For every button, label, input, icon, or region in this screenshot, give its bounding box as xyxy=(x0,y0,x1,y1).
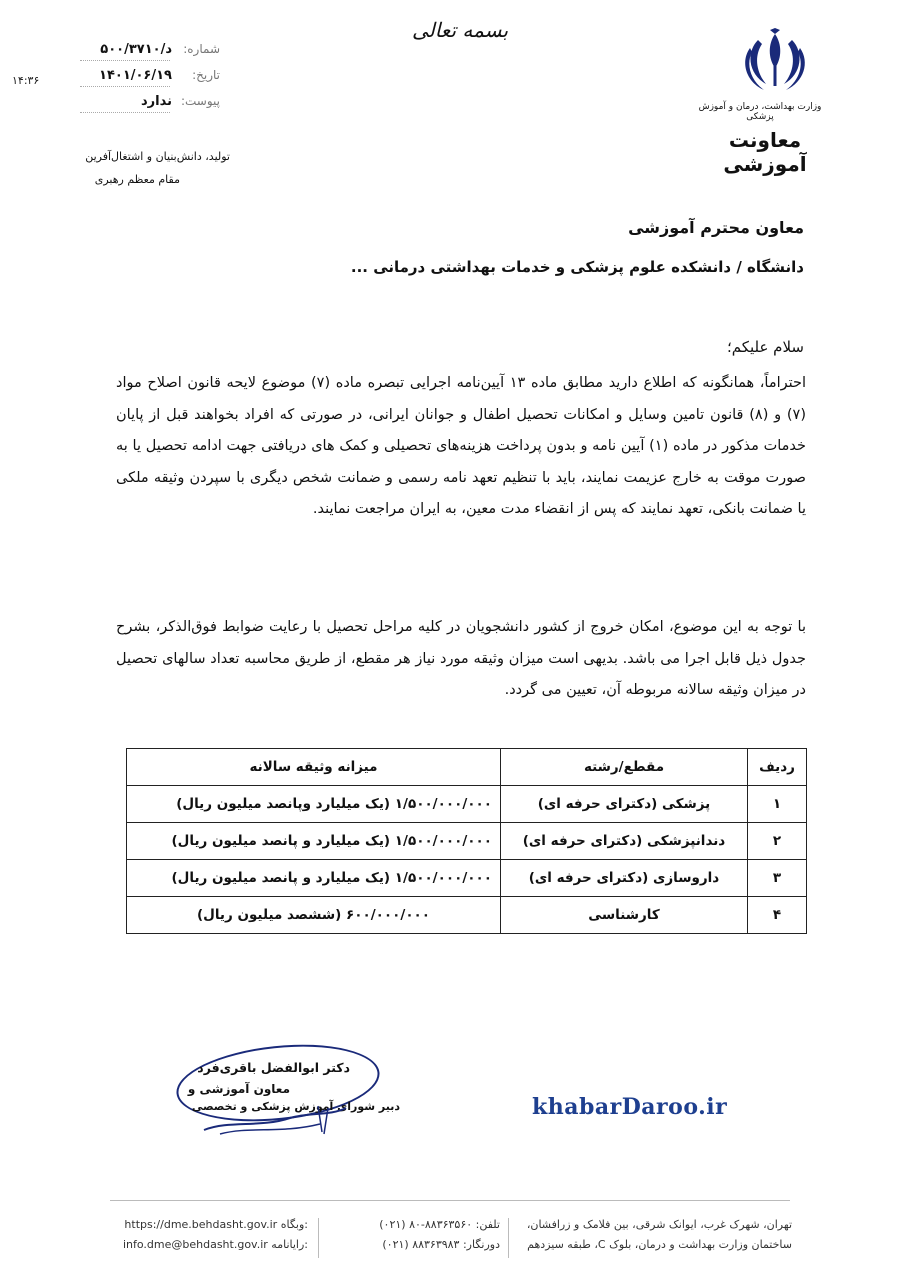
degree-field: دندانپزشکی (دکترای حرفه ای) xyxy=(501,823,748,860)
degree-field: کارشناسی xyxy=(501,897,748,934)
footer-address-1: تهران، شهرک غرب، ایوانک شرقی، بین فلامک و زرافشان، xyxy=(526,1218,792,1231)
table-header-row xyxy=(127,749,807,786)
row-number: ۳ xyxy=(748,860,807,897)
table-row xyxy=(127,786,807,823)
footer-column-divider xyxy=(318,1218,319,1258)
attachment-value: ندارد xyxy=(140,94,172,109)
signatory-title-1: معاون آموزشی و xyxy=(187,1082,290,1096)
date-dotted-line xyxy=(80,86,170,87)
iran-emblem-icon xyxy=(730,28,820,98)
bail-amount: ۱/۵۰۰/۰۰۰/۰۰۰ (یک میلیارد و پانصد میلیون ریال) xyxy=(127,823,501,860)
letter-number-label: شماره: xyxy=(183,42,220,56)
addressee-institution: دانشگاه / دانشکده علوم پزشکی و خدمات بهداشتی درمانی ... xyxy=(350,258,804,276)
signatory-title-2: دبیر شورای آموزش پزشکی و تخصصی xyxy=(191,1100,400,1113)
email-label: رایانامه: xyxy=(271,1238,308,1251)
table-row xyxy=(127,860,807,897)
footer-phone xyxy=(340,1218,500,1231)
footer-website xyxy=(108,1218,308,1231)
greeting: سلام علیکم؛ xyxy=(726,338,804,356)
row-number: ۴ xyxy=(748,897,807,934)
table-row xyxy=(127,823,807,860)
letter-number-value: د/۵۰۰/۳۷۱۰ xyxy=(100,42,172,57)
ministry-name: وزارت بهداشت، درمان و آموزش پزشکی xyxy=(698,102,822,122)
footer-divider xyxy=(110,1200,790,1201)
header-row-number: ردیف xyxy=(748,749,807,786)
phone-label: تلفن: xyxy=(475,1218,500,1231)
footer-fax xyxy=(340,1238,500,1251)
bail-amount: ۱/۵۰۰/۰۰۰/۰۰۰ (یک میلیارد وپانصد میلیون ریال) xyxy=(127,786,501,823)
letter-date-label: تاریخ: xyxy=(192,68,220,82)
bail-amount-table xyxy=(126,748,807,934)
bismillah-heading: بسمه تعالی xyxy=(411,18,509,42)
slogan-line1: تولید، دانش‌بنیان و اشتغال‌آفرین xyxy=(85,150,230,163)
header-annual-bail: میزانه وثیقه سالانه xyxy=(127,749,501,786)
letter-date-value: ۱۴۰۱/۰۶/۱۹ xyxy=(99,68,172,83)
bail-amount: ۱/۵۰۰/۰۰۰/۰۰۰ (یک میلیارد و پانصد میلیون ریال) xyxy=(127,860,501,897)
footer-address-2: ساختمان وزارت بهداشت و درمان، بلوک C، طبقه سیزدهم xyxy=(527,1238,792,1251)
footer-column-divider xyxy=(508,1218,509,1258)
table-row xyxy=(127,897,807,934)
bail-amount: ۶۰۰/۰۰۰/۰۰۰ (ششصد میلیون ریال) xyxy=(127,897,501,934)
footer-email xyxy=(108,1238,308,1251)
fax-label: دورنگار: xyxy=(462,1238,500,1251)
row-number: ۲ xyxy=(748,823,807,860)
row-number: ۱ xyxy=(748,786,807,823)
number-dotted-line xyxy=(80,60,170,61)
email-value[interactable]: info.dme@behdasht.gov.ir xyxy=(122,1238,268,1251)
timestamp: ۱۴:۳۶ xyxy=(12,74,40,87)
signatory-name: دکتر ابوالفضل باقری‌فرد xyxy=(197,1060,350,1075)
phone-value: ۸۸۳۶۳۵۶۰-۸۰ (۰۲۱) xyxy=(379,1218,473,1231)
office-name: معاونت آموزشی xyxy=(723,128,807,176)
addressee-title: معاون محترم آموزشی xyxy=(628,218,804,237)
website-value[interactable]: https://dme.behdasht.gov.ir xyxy=(124,1218,278,1231)
fax-value: ۸۸۳۶۳۹۸۳ (۰۲۱) xyxy=(382,1238,460,1251)
slogan-line2: مقام معظم رهبری xyxy=(94,173,180,186)
body-paragraph-2: با توجه به این موضوع، امکان خروج از کشور دانشجویان در کلیه مراحل تحصیل با رعایت ضوابط فوق‌الذکر، بشرح جدول ذیل قابل اجرا می باشد. بدیهی است میزان وثیقه مورد نیاز هر مقطع، از طریق محاسبه تعداد سالهای تحصیل در میزان وثیقه سالانه مربوطه آن، تعیین می گردد. xyxy=(116,619,806,698)
attachment-label: پیوست: xyxy=(180,94,220,108)
signature-scribble-icon xyxy=(200,1098,350,1138)
degree-field: پزشکی (دکترای حرفه ای) xyxy=(501,786,748,823)
watermark-site: khabarDaroo.ir xyxy=(532,1094,728,1120)
header-degree-field: مقطع/رشته xyxy=(501,749,748,786)
body-paragraph-1: احتراماً، همانگونه که اطلاع دارید مطابق ماده ۱۳ آیین‌نامه اجرایی تبصره ماده (۷) موضوع لایحه قانون اصلاح مواد (۷) و (۸) قانون تامین وسایل و امکانات تحصیل اطفال و جوانان ایرانی، در صورتی که افراد بخواهند قبل از پایان خدمات مذکور در ماده (۱) آیین نامه و بدون پرداخت هزینه‌های تحصیلی و کمک های دریافتی جهت ادامه تحصیل یا به صورت موقت به خارج عزیمت نمایند، باید با تنظیم تعهد نامه رسمی و ضمانت شخص دیگری با سپردن وثیقه ملکی یا ضمانت بانکی، تعهد نمایند که پس از انقضاء مدت معین، به ایران مراجعت نمایند. xyxy=(116,375,807,517)
website-label: وبگاه: xyxy=(280,1218,308,1231)
degree-field: داروسازی (دکترای حرفه ای) xyxy=(501,860,748,897)
attachment-dotted-line xyxy=(80,112,170,113)
